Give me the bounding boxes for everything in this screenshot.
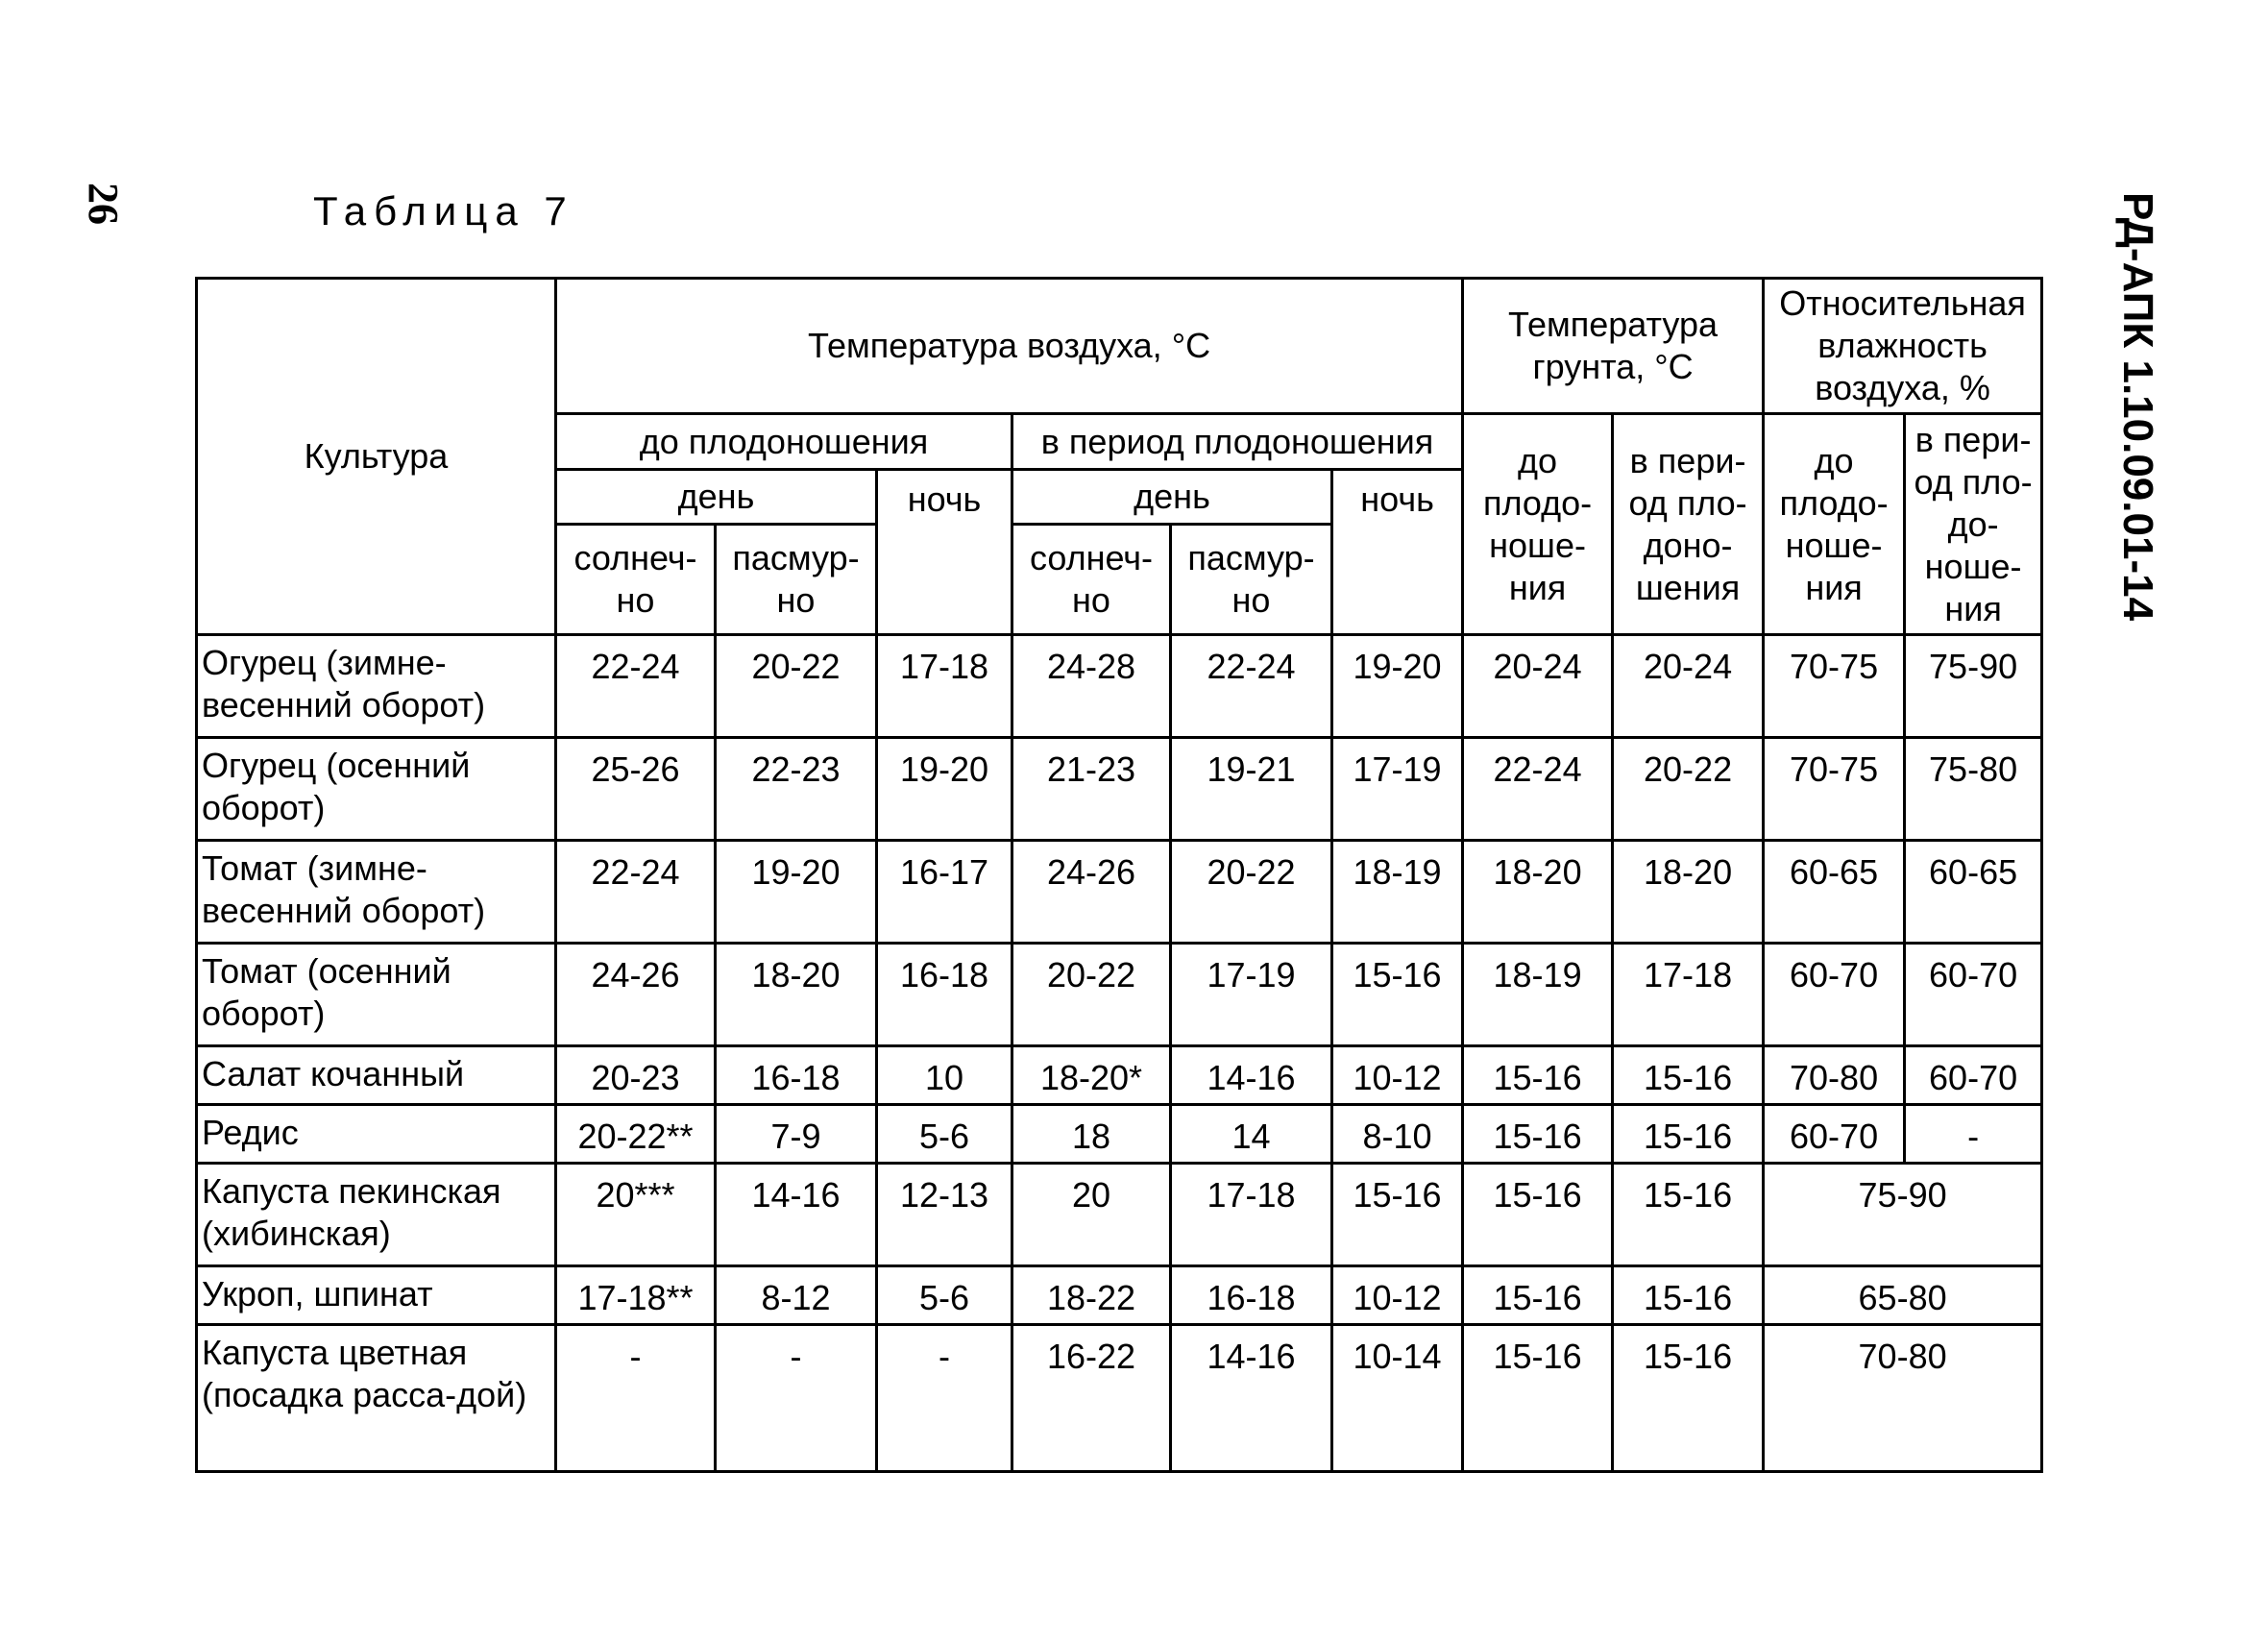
value-cell: 14-16 bbox=[1171, 1325, 1332, 1472]
value-cell: 20-24 bbox=[1463, 635, 1613, 738]
value-cell: - bbox=[1905, 1105, 2042, 1164]
value-cell: 15-16 bbox=[1463, 1266, 1613, 1325]
header-air-before-fruiting: до плодоношения bbox=[556, 414, 1012, 470]
value-cell: 22-24 bbox=[1171, 635, 1332, 738]
header-soil-during-fruiting: в пери-од пло-доно-шения bbox=[1613, 414, 1764, 635]
crop-name: Укроп, шпинат bbox=[197, 1266, 556, 1325]
value-cell: 15-16 bbox=[1332, 944, 1463, 1046]
value-cell: 19-20 bbox=[1332, 635, 1463, 738]
value-cell: 24-26 bbox=[1012, 841, 1171, 944]
value-cell: 17-19 bbox=[1332, 738, 1463, 841]
header-humidity-before-fruiting: до плодо-ноше-ния bbox=[1764, 414, 1905, 635]
value-cell: 24-26 bbox=[556, 944, 716, 1046]
table-caption: Таблица 7 bbox=[313, 188, 574, 233]
header-air-temp: Температура воздуха, °С bbox=[556, 279, 1463, 414]
crop-name: Капуста цветная (посадка расса-дой) bbox=[197, 1325, 556, 1472]
value-cell: 14-16 bbox=[1171, 1046, 1332, 1105]
value-cell: 18-20 bbox=[1463, 841, 1613, 944]
header-during-day: день bbox=[1012, 470, 1332, 525]
value-cell: 15-16 bbox=[1463, 1164, 1613, 1266]
table-row bbox=[197, 1164, 2042, 1266]
value-cell: 10 bbox=[877, 1046, 1012, 1105]
table-row bbox=[197, 635, 2042, 738]
value-cell: 60-65 bbox=[1764, 841, 1905, 944]
value-cell: 70-80 bbox=[1764, 1046, 1905, 1105]
value-cell: 10-12 bbox=[1332, 1266, 1463, 1325]
value-cell: 20-22 bbox=[1012, 944, 1171, 1046]
value-cell: 20-22 bbox=[716, 635, 877, 738]
value-cell: 16-18 bbox=[716, 1046, 877, 1105]
humidity-merged-cell: 65-80 bbox=[1764, 1266, 2042, 1325]
table-row bbox=[197, 1325, 2042, 1472]
header-during-night: ночь bbox=[1332, 470, 1463, 635]
value-cell: 18-20* bbox=[1012, 1046, 1171, 1105]
value-cell: 70-75 bbox=[1764, 738, 1905, 841]
value-cell: 70-75 bbox=[1764, 635, 1905, 738]
value-cell: 22-24 bbox=[1463, 738, 1613, 841]
table-row bbox=[197, 1046, 2042, 1105]
value-cell: 15-16 bbox=[1613, 1105, 1764, 1164]
value-cell: 5-6 bbox=[877, 1105, 1012, 1164]
table-row bbox=[197, 944, 2042, 1046]
value-cell: 20-23 bbox=[556, 1046, 716, 1105]
header-before-day: день bbox=[556, 470, 877, 525]
value-cell: 16-22 bbox=[1012, 1325, 1171, 1472]
value-cell: 8-12 bbox=[716, 1266, 877, 1325]
value-cell: 15-16 bbox=[1463, 1325, 1613, 1472]
humidity-merged-cell: 70-80 bbox=[1764, 1325, 2042, 1472]
value-cell: 12-13 bbox=[877, 1164, 1012, 1266]
value-cell: 14 bbox=[1171, 1105, 1332, 1164]
value-cell: 15-16 bbox=[1613, 1325, 1764, 1472]
value-cell: 16-17 bbox=[877, 841, 1012, 944]
value-cell: 17-18 bbox=[1613, 944, 1764, 1046]
header-humidity: Относительная влажность воздуха, % bbox=[1764, 279, 2042, 414]
value-cell: 17-18** bbox=[556, 1266, 716, 1325]
header-during-sunny: солнеч-но bbox=[1012, 525, 1171, 635]
header-soil-temp: Температура грунта, °С bbox=[1463, 279, 1764, 414]
value-cell: 19-21 bbox=[1171, 738, 1332, 841]
value-cell: 75-80 bbox=[1905, 738, 2042, 841]
table-row bbox=[197, 738, 2042, 841]
page-number: 26 bbox=[80, 183, 127, 225]
value-cell: 18-20 bbox=[1613, 841, 1764, 944]
value-cell: 16-18 bbox=[1171, 1266, 1332, 1325]
crop-name: Томат (осенний оборот) bbox=[197, 944, 556, 1046]
value-cell: 17-18 bbox=[877, 635, 1012, 738]
value-cell: 60-65 bbox=[1905, 841, 2042, 944]
value-cell: 15-16 bbox=[1613, 1266, 1764, 1325]
value-cell: 10-12 bbox=[1332, 1046, 1463, 1105]
value-cell: 15-16 bbox=[1463, 1105, 1613, 1164]
document-code: РД-АПК 1.10.09.01-14 bbox=[2114, 192, 2161, 622]
header-soil-before-fruiting: до плодо-ноше-ния bbox=[1463, 414, 1613, 635]
value-cell: 19-20 bbox=[716, 841, 877, 944]
value-cell: 60-70 bbox=[1905, 944, 2042, 1046]
value-cell: 10-14 bbox=[1332, 1325, 1463, 1472]
crop-name: Салат кочанный bbox=[197, 1046, 556, 1105]
value-cell: - bbox=[556, 1325, 716, 1472]
value-cell: 20-22 bbox=[1171, 841, 1332, 944]
value-cell: 14-16 bbox=[716, 1164, 877, 1266]
header-humidity-during-fruiting: в пери-од пло-до-ноше-ния bbox=[1905, 414, 2042, 635]
table-row bbox=[197, 841, 2042, 944]
header-before-cloudy: пасмур-но bbox=[716, 525, 877, 635]
humidity-merged-cell: 75-90 bbox=[1764, 1164, 2042, 1266]
value-cell: 20 bbox=[1012, 1164, 1171, 1266]
value-cell: 24-28 bbox=[1012, 635, 1171, 738]
header-during-cloudy: пасмур-но bbox=[1171, 525, 1332, 635]
value-cell: 18-20 bbox=[716, 944, 877, 1046]
value-cell: 19-20 bbox=[877, 738, 1012, 841]
value-cell: 17-18 bbox=[1171, 1164, 1332, 1266]
crop-name: Огурец (осенний оборот) bbox=[197, 738, 556, 841]
value-cell: 17-19 bbox=[1171, 944, 1332, 1046]
value-cell: 18-19 bbox=[1332, 841, 1463, 944]
value-cell: 7-9 bbox=[716, 1105, 877, 1164]
crop-name: Редис bbox=[197, 1105, 556, 1164]
data-table bbox=[195, 277, 2043, 1473]
header-before-night: ночь bbox=[877, 470, 1012, 635]
value-cell: 5-6 bbox=[877, 1266, 1012, 1325]
header-air-during-fruiting: в период плодоношения bbox=[1012, 414, 1463, 470]
value-cell: - bbox=[877, 1325, 1012, 1472]
value-cell: 18-19 bbox=[1463, 944, 1613, 1046]
crop-name: Огурец (зимне-весенний оборот) bbox=[197, 635, 556, 738]
value-cell: 20*** bbox=[556, 1164, 716, 1266]
crop-name: Томат (зимне-весенний оборот) bbox=[197, 841, 556, 944]
value-cell: - bbox=[716, 1325, 877, 1472]
value-cell: 21-23 bbox=[1012, 738, 1171, 841]
value-cell: 22-24 bbox=[556, 841, 716, 944]
value-cell: 15-16 bbox=[1613, 1164, 1764, 1266]
value-cell: 75-90 bbox=[1905, 635, 2042, 738]
value-cell: 15-16 bbox=[1463, 1046, 1613, 1105]
value-cell: 18 bbox=[1012, 1105, 1171, 1164]
value-cell: 20-22 bbox=[1613, 738, 1764, 841]
value-cell: 8-10 bbox=[1332, 1105, 1463, 1164]
table-row bbox=[197, 1105, 2042, 1164]
value-cell: 20-24 bbox=[1613, 635, 1764, 738]
header-before-sunny: солнеч-но bbox=[556, 525, 716, 635]
value-cell: 15-16 bbox=[1332, 1164, 1463, 1266]
value-cell: 18-22 bbox=[1012, 1266, 1171, 1325]
table-row bbox=[197, 1266, 2042, 1325]
value-cell: 60-70 bbox=[1905, 1046, 2042, 1105]
value-cell: 15-16 bbox=[1613, 1046, 1764, 1105]
value-cell: 60-70 bbox=[1764, 1105, 1905, 1164]
value-cell: 22-24 bbox=[556, 635, 716, 738]
value-cell: 20-22** bbox=[556, 1105, 716, 1164]
header-crop: Культура bbox=[197, 279, 556, 635]
value-cell: 22-23 bbox=[716, 738, 877, 841]
value-cell: 25-26 bbox=[556, 738, 716, 841]
crop-name: Капуста пекинская (хибинская) bbox=[197, 1164, 556, 1266]
value-cell: 60-70 bbox=[1764, 944, 1905, 1046]
value-cell: 16-18 bbox=[877, 944, 1012, 1046]
